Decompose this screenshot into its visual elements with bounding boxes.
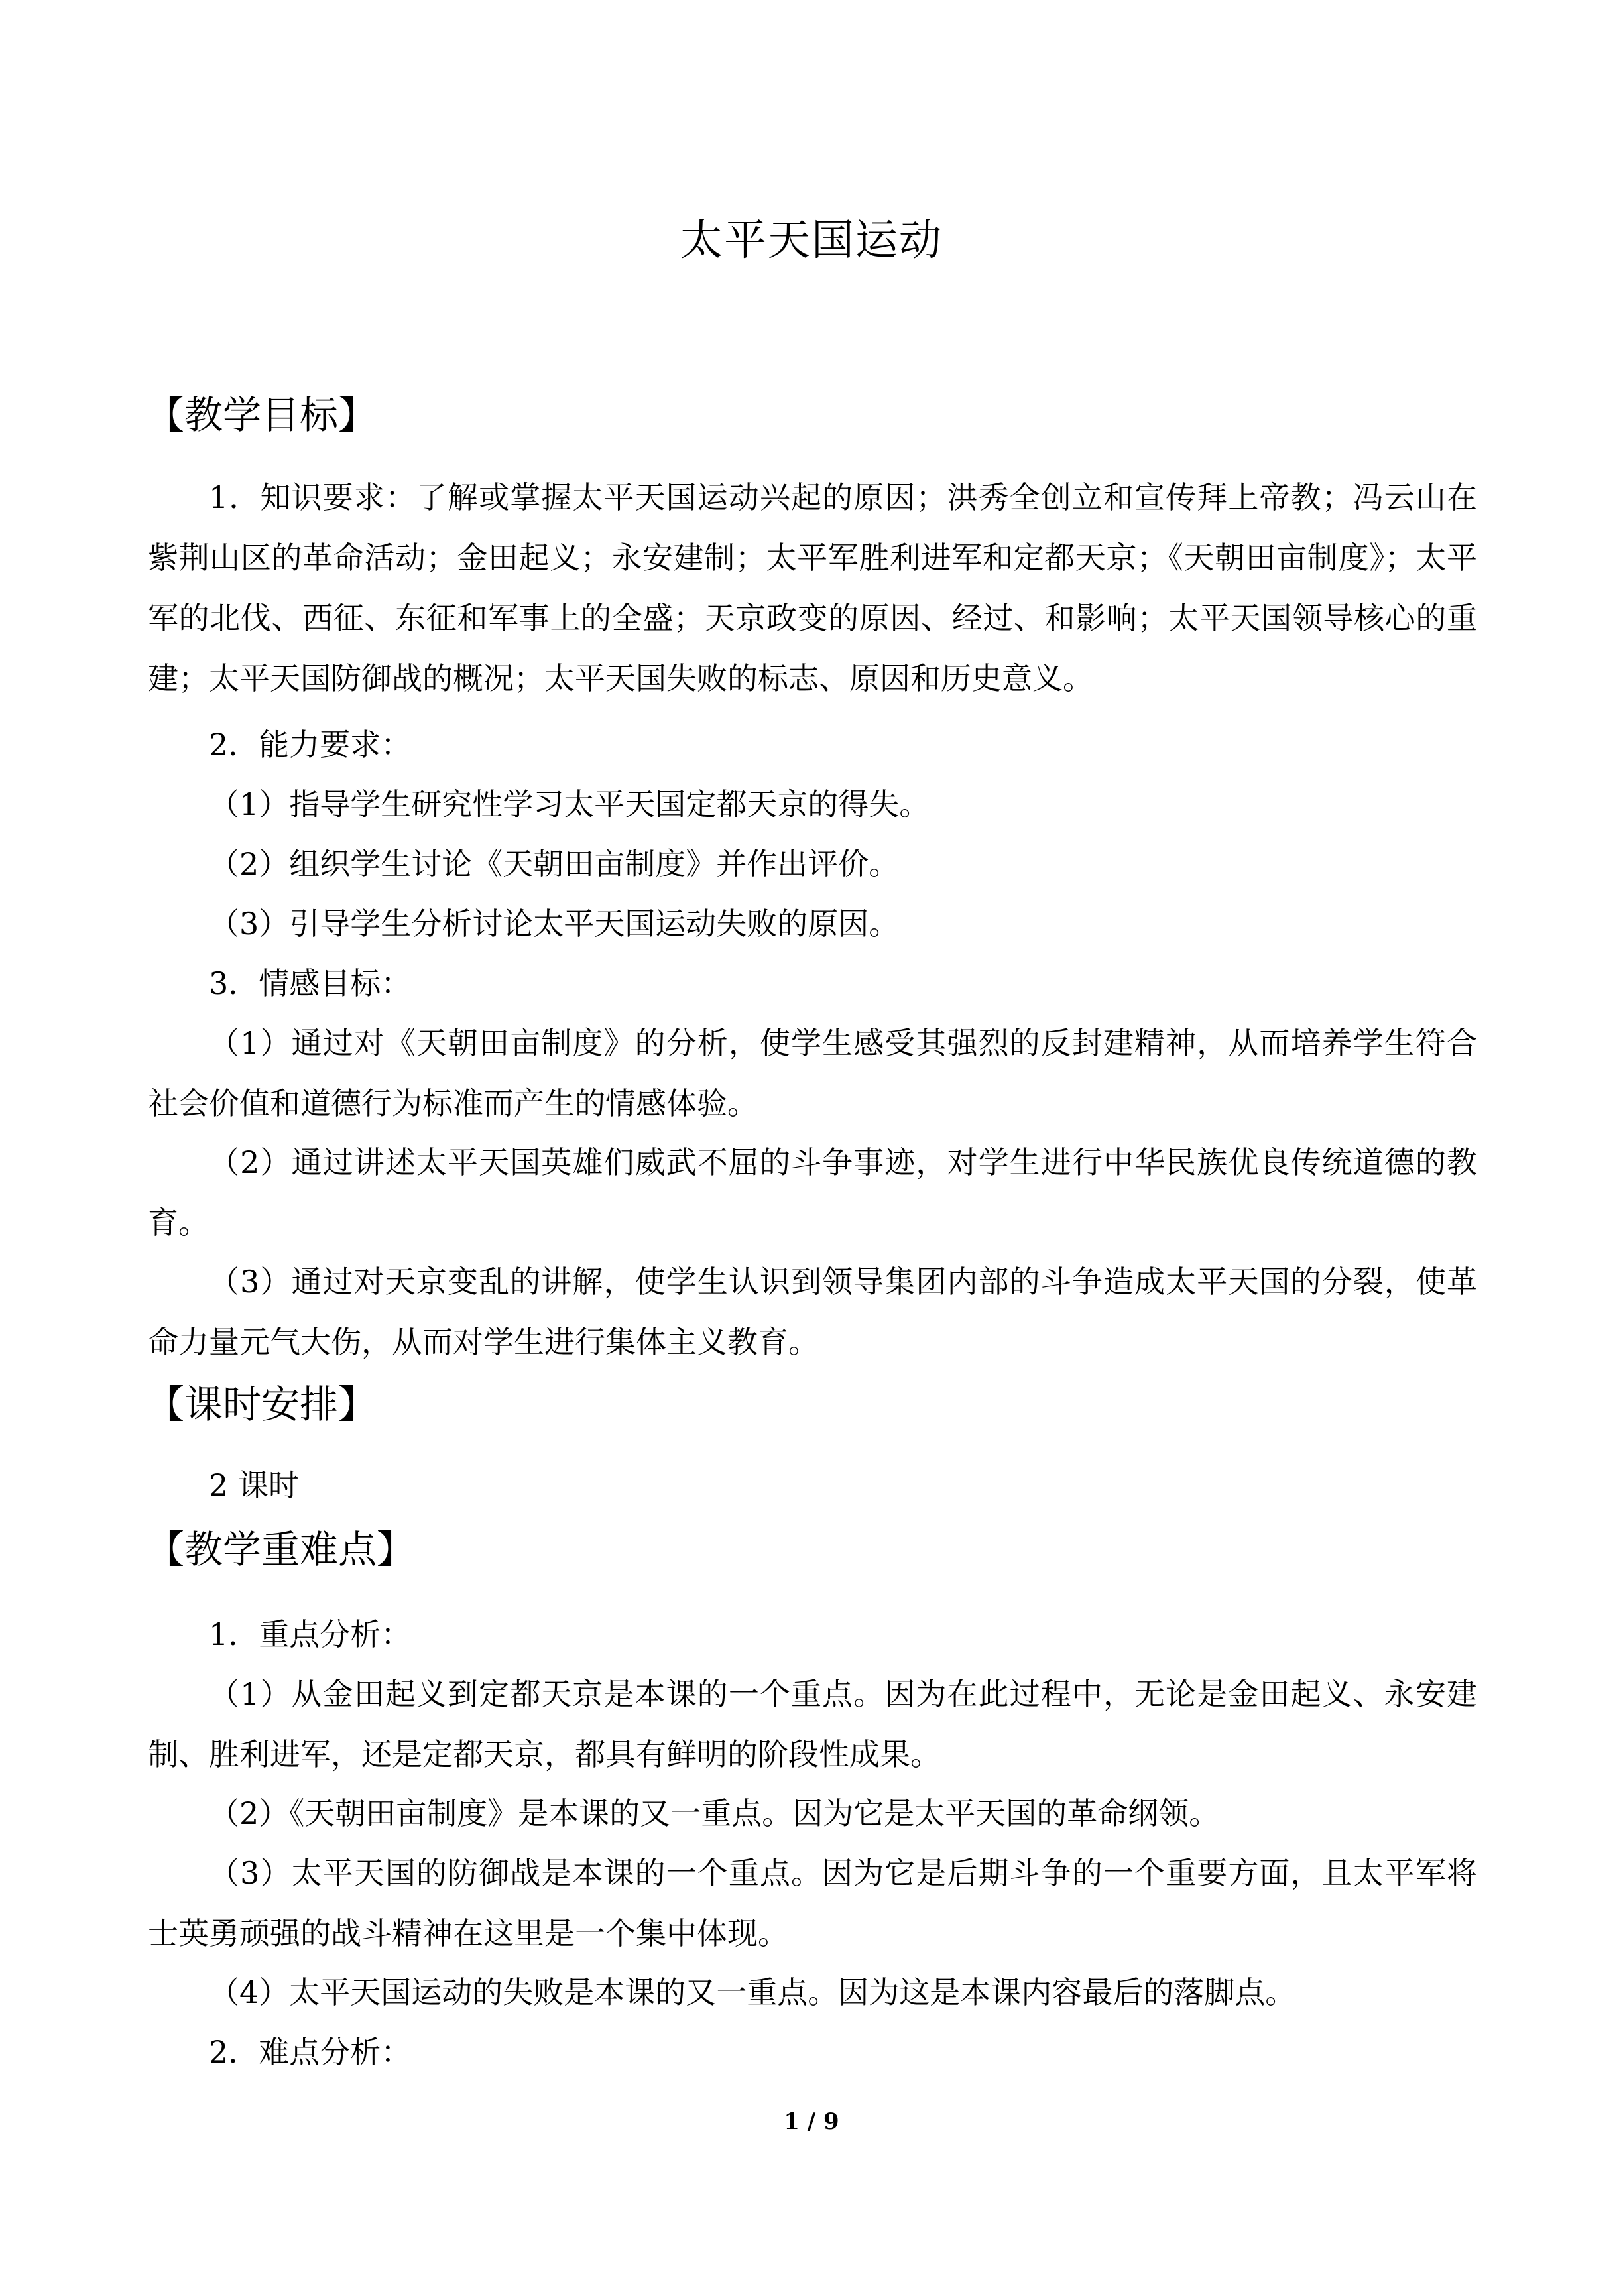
schedule-text: 2 课时 (209, 1467, 299, 1503)
section-heading-schedule: 【课时安排】 (146, 1382, 377, 1427)
focus-item: （2）《天朝田亩制度》是本课的又一重点。因为它是太平天国的革命纲领。 (209, 1795, 1220, 1831)
ability-item: （1）指导学生研究性学习太平天国定都天京的得失。 (209, 786, 930, 822)
emotion-label: 3．情感目标： (209, 965, 412, 1001)
ability-item: （3）引导学生分析讨论太平天国运动失败的原因。 (209, 906, 900, 941)
section-heading-key-points: 【教学重难点】 (146, 1527, 416, 1572)
emotion-item: （1）通过对《天朝田亩制度》的分析，使学生感受其强烈的反封建精神，从而培养学生符合社会价值和道德行为标准而产生的情感体验。 (148, 1025, 1477, 1121)
knowledge-paragraph: 1．知识要求：了解或掌握太平天国运动兴起的原因；洪秀全创立和宣传拜上帝教；冯云山在紫荆山区的革命活动；金田起义；永安建制；太平军胜利进军和定都天京；《天朝田亩制度》；太平军的北伐、西征、东征和军事上的全盛；天京政变的原因、经过、和影响；太平天国领导核心的重建；太平天国防御战的概况；太平天国失败的标志、原因和历史意义。 (148, 479, 1477, 696)
difficulty-label: 2．难点分析： (209, 2034, 412, 2070)
ability-item: （2）组织学生讨论《天朝田亩制度》并作出评价。 (209, 846, 900, 882)
focus-label: 1．重点分析： (209, 1616, 412, 1652)
document-title: 太平天国运动 (680, 216, 943, 265)
section-heading-goals: 【教学目标】 (146, 393, 377, 438)
focus-item: （3）太平天国的防御战是本课的一个重点。因为它是后期斗争的一个重要方面，且太平军将士英勇顽强的战斗精神在这里是一个集中体现。 (148, 1855, 1477, 1951)
page-number: 1 / 9 (784, 2108, 839, 2135)
focus-item: （1）从金田起义到定都天京是本课的一个重点。因为在此过程中，无论是金田起义、永安建制、胜利进军，还是定都天京，都具有鲜明的阶段性成果。 (148, 1676, 1477, 1772)
ability-label: 2．能力要求： (209, 727, 412, 762)
emotion-item: （3）通过对天京变乱的讲解，使学生认识到领导集团内部的斗争造成太平天国的分裂，使革命力量元气大伤，从而对学生进行集体主义教育。 (148, 1264, 1477, 1360)
focus-item: （4）太平天国运动的失败是本课的又一重点。因为这是本课内容最后的落脚点。 (209, 1974, 1296, 2010)
emotion-item: （2）通过讲述太平天国英雄们威武不屈的斗争事迹，对学生进行中华民族优良传统道德的教育。 (148, 1144, 1477, 1240)
